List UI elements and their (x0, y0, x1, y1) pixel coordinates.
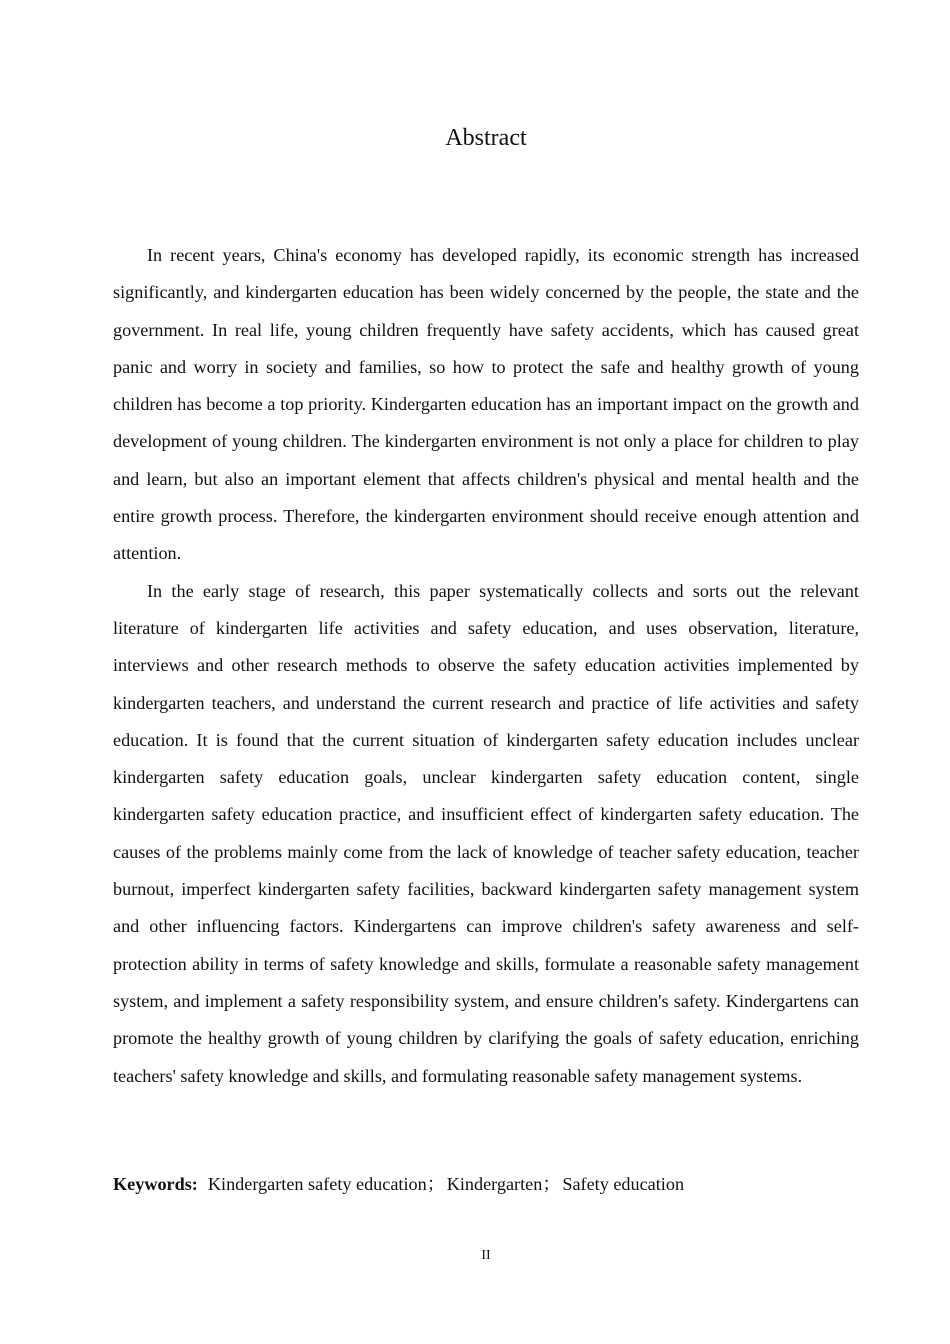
keyword-item: Safety education (562, 1174, 685, 1194)
keyword-item: Kindergarten (446, 1174, 543, 1194)
abstract-body (113, 237, 859, 1095)
abstract-paragraph-1: In recent years, China's economy has developed rapidly, its economic strength has increased significantly, and kindergarten education has been widely concerned by the people, the state and the government. In real life, young children frequently have safety accidents, which has caused great panic and worry in society and families, so how to protect the safe and healthy growth of young children has become a top priority. Kindergarten education has an important impact on the growth and development of young children. The kindergarten environment is not only a place for children to play and learn, but also an important element that affects children's physical and mental health and the entire growth process. Therefore, the kindergarten environment should receive enough attention and attention. (113, 245, 859, 564)
keyword-separator: ； (426, 1174, 445, 1194)
keyword-separator: ； (542, 1174, 561, 1194)
keyword-item: Kindergarten safety education (207, 1174, 427, 1194)
page-number: II (481, 1248, 491, 1263)
abstract-paragraph-2: In the early stage of research, this paper systematically collects and sorts out the relevant literature of kindergarten life activities and safety education, and uses observation, literature, interviews and other research methods to observe the safety education activities implemented by kindergarten teachers, and understand the current research and practice of life activities and safety education. It is found that the current situation of kindergarten safety education includes unclear kindergarten safety education goals, unclear kindergarten safety education content, single kindergarten safety education practice, and insufficient effect of kindergarten safety education. The causes of the problems mainly come from the lack of knowledge of teacher safety education, teacher burnout, imperfect kindergarten safety facilities, backward kindergarten safety management system and other influencing factors. Kindergartens can improve children's safety awareness and self-protection ability in terms of safety knowledge and skills, formulate a reasonable safety management system, and implement a safety responsibility system, and ensure children's safety. Kindergartens can promote the healthy growth of young children by clarifying the goals of safety education, enriching teachers' safety knowledge and skills, and formulating reasonable safety management systems. (113, 580, 859, 1086)
keywords-label: Keywords: (113, 1174, 198, 1194)
page-title: Abstract (445, 125, 527, 151)
keywords-line (113, 1168, 873, 1200)
